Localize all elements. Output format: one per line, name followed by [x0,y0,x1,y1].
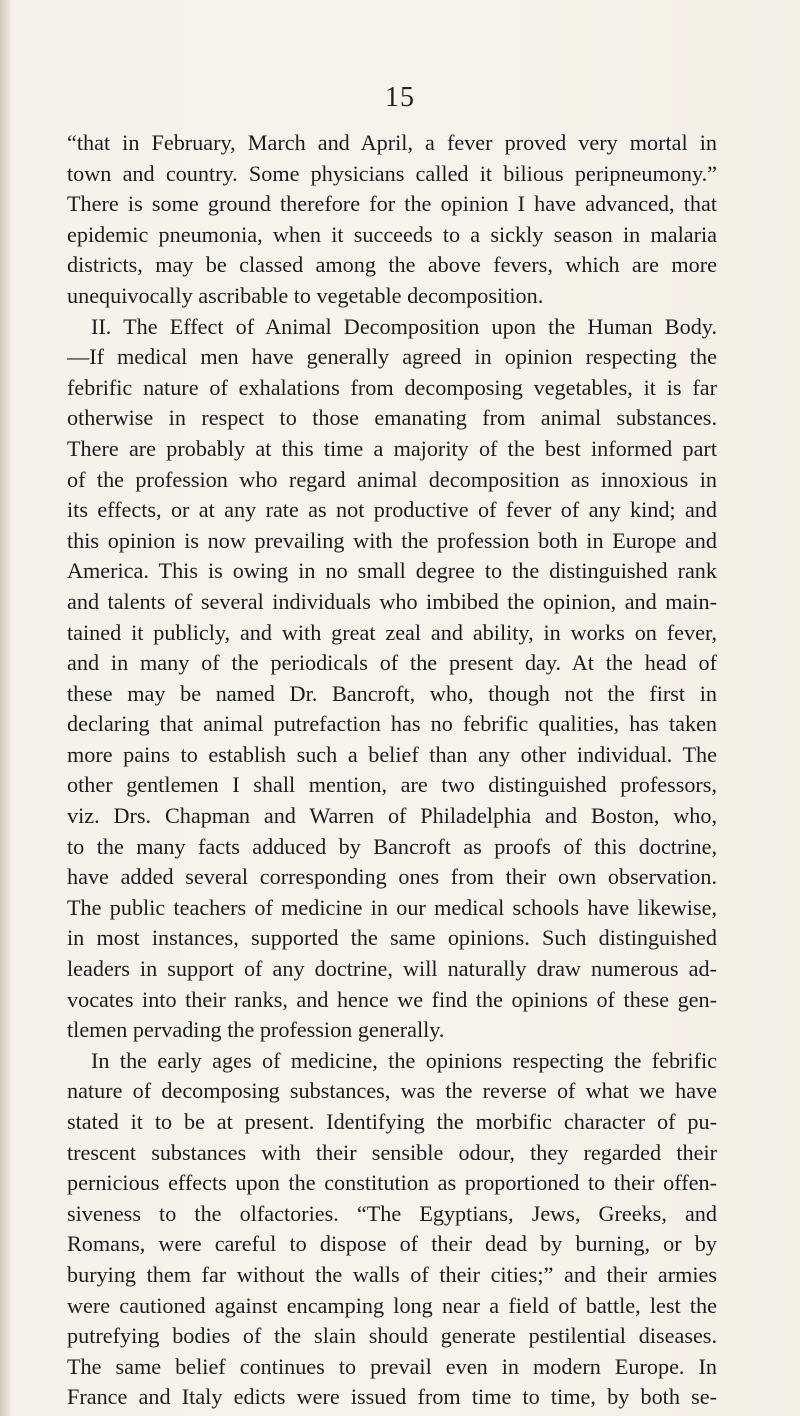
text-line: town and country. Some physicians called it bilious peripneumony.” [67,160,717,186]
text-line: tlemen pervading the profession generally. [67,1017,445,1043]
text-line: otherwise in respect to those emanating from animal substances. [67,405,717,431]
text-line: and in many of the periodicals of the present day. At the head of [67,650,717,676]
text-line: leaders in support of any doctrine, will naturally draw numerous ad- [67,956,717,982]
text-line: The public teachers of medicine in our medical schools have likewise, [67,894,717,920]
text-line: and talents of several individuals who imbibed the opinion, and main- [67,588,717,614]
text-line: There are probably at this time a majority of the best informed part [67,435,717,461]
text-line: Romans, were careful to dispose of their dead by burning, or by [67,1231,717,1257]
section-heading-line: II. The Effect of Animal Decomposition upon the Human Body. [91,313,717,339]
text-line: unequivocally ascribable to vegetable decomposition. [67,282,544,308]
text-line: vocates into their ranks, and hence we find the opinions of these gen- [67,986,717,1012]
text-line: tained it publicly, and with great zeal and ability, in works on fever, [67,619,717,645]
text-line: were cautioned against encamping long near a field of battle, lest the [67,1292,717,1318]
text-line: siveness to the olfactories. “The Egyptians, Jews, Greeks, and [67,1200,717,1226]
text-line: in most instances, supported the same opinions. Such distinguished [67,925,717,951]
text-line: trescent substances with their sensible odour, they regarded their [67,1139,717,1165]
text-line: —If medical men have generally agreed in opinion respecting the [67,344,717,370]
text-line: these may be named Dr. Bancroft, who, though not the first in [67,680,717,706]
text-line: other gentlemen I shall mention, are two distinguished professors, [67,772,717,798]
text-line: pernicious effects upon the constitution as proportioned to their offen- [67,1170,717,1196]
text-line: to the many facts adduced by Bancroft as proofs of this doctrine, [67,833,717,859]
text-line: America. This is owing in no small degree to the distinguished rank [67,558,717,584]
text-line: epidemic pneumonia, when it succeeds to a sickly season in malaria [67,221,717,247]
text-line: burying them far without the walls of their cities;” and their armies [67,1261,717,1287]
page-binding-edge [0,0,10,1416]
text-line: stated it to be at present. Identifying the morbific character of pu- [67,1109,717,1134]
text-line: France and Italy edicts were issued from time to time, by both se- [67,1384,717,1410]
text-line: “that in February, March and April, a fever proved very mortal in [67,130,717,155]
text-line: putrefying bodies of the slain should generate pestilential diseases. [67,1323,717,1349]
text-line: more pains to establish such a belief than any other individual. The [67,741,717,767]
text-line: this opinion is now prevailing with the profession both in Europe and [67,527,717,553]
text-line: its effects, or at any rate as not productive of fever of any kind; and [67,497,717,523]
text-line: febrific nature of exhalations from decomposing vegetables, it is far [67,374,717,400]
text-line: The same belief continues to prevail even in modern Europe. In [67,1353,717,1379]
page-number: 15 [385,82,415,113]
text-line: There is some ground therefore for the opinion I have advanced, that [67,191,717,217]
paragraph-start-line: In the early ages of medicine, the opinions respecting the febrific [91,1047,717,1073]
text-line: viz. Drs. Chapman and Warren of Philadelphia and Boston, who, [67,803,717,829]
text-line: districts, may be classed among the above fevers, which are more [67,252,717,278]
text-line: nature of decomposing substances, was the reverse of what we have [67,1078,717,1104]
body-text [67,128,717,1413]
text-line: declaring that animal putrefaction has no febrific qualities, has taken [67,711,717,737]
text-line: of the profession who regard animal decomposition as innoxious in [67,466,717,492]
text-line: have added several corresponding ones from their own observation. [67,864,717,890]
